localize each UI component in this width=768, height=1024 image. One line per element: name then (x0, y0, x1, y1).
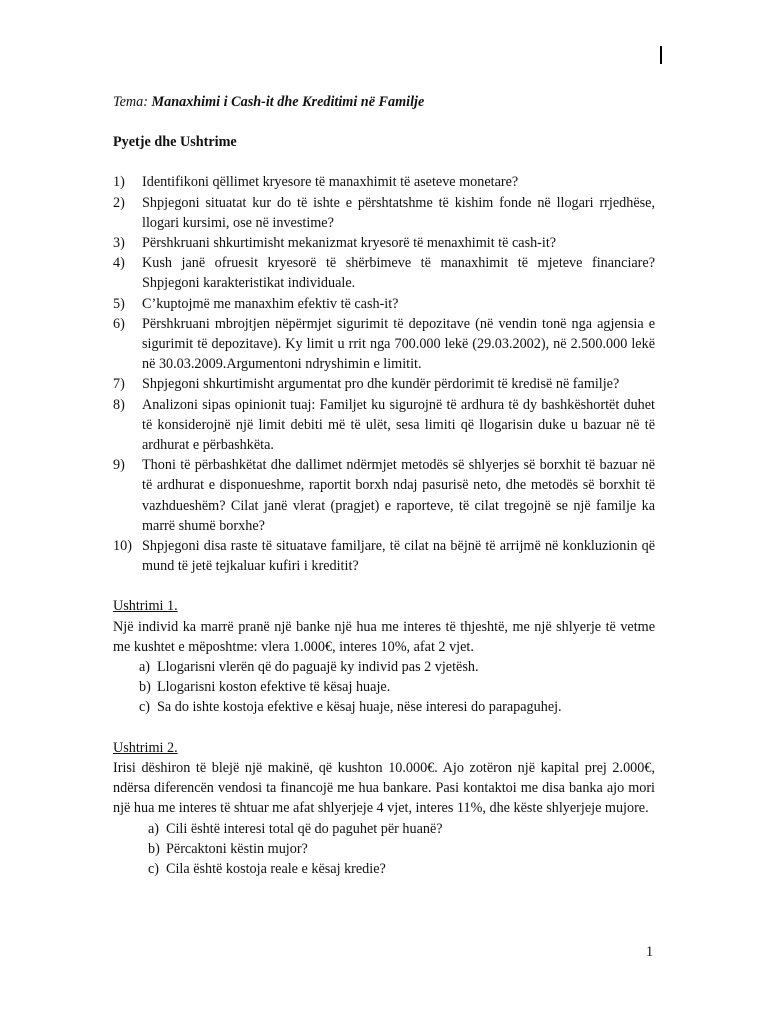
exercise-2-title: Ushtrimi 2. (113, 739, 178, 756)
question-item (113, 233, 655, 253)
exercise-item (148, 859, 655, 879)
exercise-2 (113, 738, 655, 879)
question-number: 10) (113, 538, 132, 555)
question-item (113, 455, 655, 536)
exercise-1-items (113, 657, 655, 718)
item-text: Sa do ishte kostoja efektive e kësaj huaje, nëse interesi do parapaguhej. (157, 699, 562, 716)
section-heading: Pyetje dhe Ushtrime (113, 134, 237, 151)
question-item (113, 536, 655, 576)
question-item (113, 193, 655, 233)
exercise-2-items (113, 819, 655, 880)
text-cursor (660, 46, 662, 64)
item-letter: c) (148, 860, 160, 877)
question-number: 1) (113, 174, 125, 191)
exercise-item (139, 657, 655, 677)
question-number: 4) (113, 255, 125, 272)
question-text: Analizoni sipas opinionit tuaj: Familjet ku sigurojnë të ardhura të dy bashkëshortët duhet të konsiderojnë një limit debiti më të ulët, sesa limiti që llogarisin duke u bazuar në të ardhurat e përbashkëta. (142, 396, 655, 454)
item-letter: a) (139, 659, 151, 676)
question-text: Përshkruani mbrojtjen nëpërmjet sigurimit të depozitave (në vendin tonë nga agjensia e sigurimit të depozitave). Ky limit u rrit nga 700.000 lekë (29.03.2002), në 2.500.000 lekë në 30.03.2009.Argumentoni ndryshimin e limitit. (142, 315, 655, 373)
title-prefix: Tema: (113, 94, 148, 110)
item-text: Llogarisni vlerën që do paguajë ky individ pas 2 vjetësh. (157, 659, 479, 676)
item-text: Llogarisni koston efektive të kësaj huaje. (157, 679, 391, 696)
question-item (113, 374, 655, 394)
document-title (113, 92, 655, 112)
question-number: 8) (113, 396, 125, 413)
question-number: 3) (113, 235, 125, 252)
exercise-2-text: Irisi dëshiron të blejë një makinë, që kushton 10.000€. Ajo zotëron një kapital prej 2.000€, ndërsa diferencën vendosi ta financojë me hua bankare. Pasi kontaktoi me disa banka ajo mori një hua me interes të shtuar me afat shlyerjeje 4 vjet, interes 11%, dhe këste shlyerjeje mujore. (113, 759, 655, 817)
question-text: Identifikoni qëllimet kryesore të manaxhimit të aseteve monetare? (142, 174, 519, 191)
item-letter: b) (148, 840, 160, 857)
item-letter: b) (139, 679, 151, 696)
question-number: 7) (113, 376, 125, 393)
question-item (113, 395, 655, 456)
question-text: Shpjegoni shkurtimisht argumentat pro dhe kundër përdorimit të kredisë në familje? (142, 376, 620, 393)
item-text: Përcaktoni këstin mujor? (166, 840, 308, 857)
exercise-item (139, 677, 655, 697)
question-item (113, 314, 655, 375)
question-text: Kush janë ofruesit kryesorë të shërbimeve të manaxhimit të mjeteve financiare? Shpjegoni karakteristikat individuale. (142, 255, 655, 292)
item-text: Cila është kostoja reale e kësaj kredie? (166, 860, 386, 877)
exercise-item (148, 839, 655, 859)
document-page (113, 92, 655, 879)
question-text: C’kuptojmë me manaxhim efektiv të cash-it? (142, 295, 399, 312)
title-topic: Manaxhimi i Cash-it dhe Kreditimi në Familje (151, 94, 425, 110)
question-number: 9) (113, 457, 125, 474)
question-item (113, 172, 655, 192)
questions-list (113, 172, 655, 576)
page-number: 1 (646, 944, 654, 960)
exercise-1-text: Një individ ka marrë pranë një banke një hua me interes të thjeshtë, me një shlyerje të vetme me kushtet e mëposhtme: vlera 1.000€, interes 10%, afat 2 vjet. (113, 618, 655, 655)
item-text: Cili është interesi total që do paguhet për huanë? (166, 820, 443, 837)
question-number: 2) (113, 194, 125, 211)
question-text: Shpjegoni situatat kur do të ishte e përshtatshme të kishim fonde në llogari rrjedhëse, llogari kursimi, ose në investime? (142, 194, 655, 231)
question-item (113, 253, 655, 293)
exercise-1-title: Ushtrimi 1. (113, 598, 178, 615)
question-text: Përshkruani shkurtimisht mekanizmat kryesorë të menaxhimit të cash-it? (142, 235, 557, 252)
item-letter: a) (148, 820, 160, 837)
exercise-1 (113, 596, 655, 717)
exercise-item (148, 819, 655, 839)
question-number: 5) (113, 295, 125, 312)
question-text: Thoni të përbashkëtat dhe dallimet ndërmjet metodës së shlyerjes së borxhit të bazuar në të ardhurat e disponueshme, raportit borxh ndaj pasurisë neto, dhe metodës së borxhit të vazhdueshëm? Cilat janë vlerat (pragjet) e raporteve, të cilat tregojnë se një familje ka marrë shumë borxhe? (142, 457, 655, 534)
question-text: Shpjegoni disa raste të situatave familjare, të cilat na bëjnë të arrijmë në konkluzionin që mund të jetë tejkaluar kufiri i kreditit? (142, 538, 655, 575)
question-item (113, 294, 655, 314)
item-letter: c) (139, 699, 151, 716)
question-number: 6) (113, 315, 125, 332)
exercise-item (139, 697, 655, 717)
